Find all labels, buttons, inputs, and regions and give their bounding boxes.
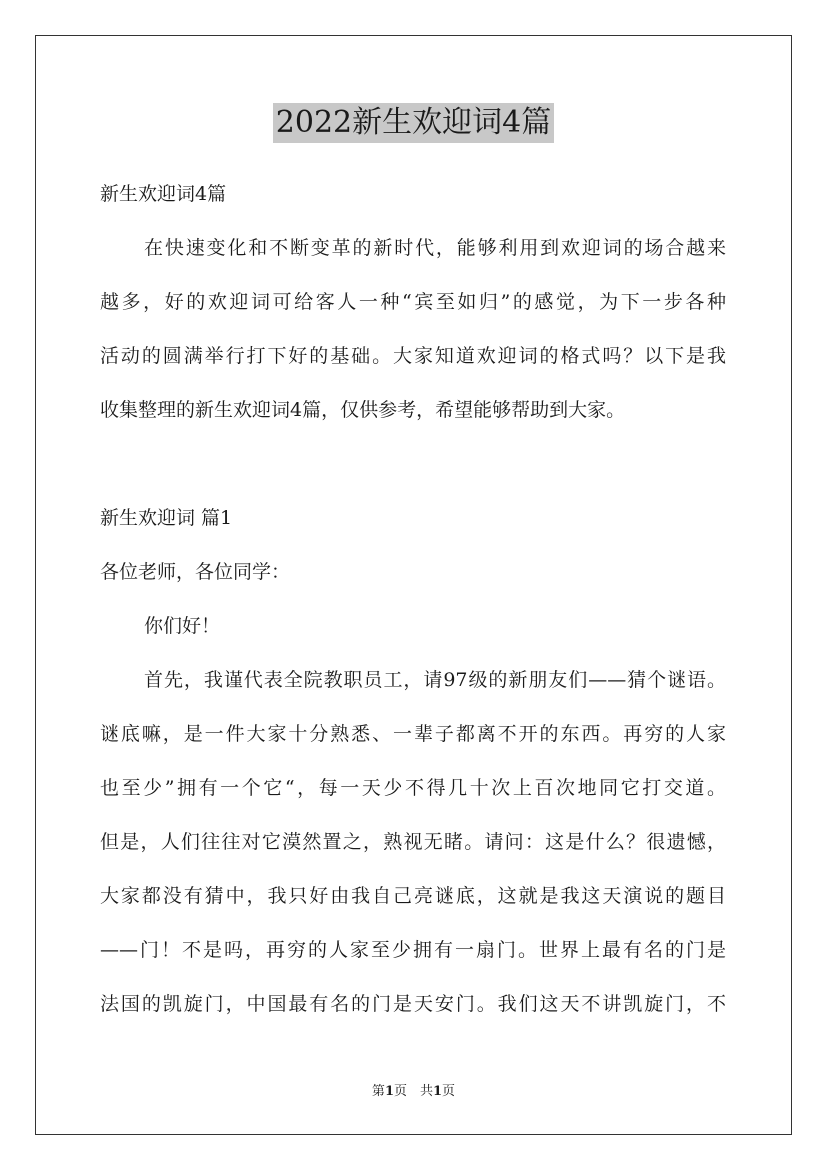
intro-line-1: 在快速变化和不断变革的新时代，能够利用到欢迎词的场合越来 [144,237,726,259]
body-line-1: 首先，我谨代表全院教职员工，请97级的新朋友们——猜个谜语。 [144,669,726,691]
body-line-3: 也至少”拥有一个它“，每一天少不得几十次上百次地同它打交道。 [100,777,726,799]
footer-suffix: 页 [442,1084,456,1099]
footer-prefix: 第 [371,1084,385,1099]
body-line-5: 大家都没有猜中，我只好由我自己亮谜底，这就是我这天演说的题目 [100,885,726,907]
footer-current-page: 1 [384,1084,394,1099]
body-line-7: 法国的凯旋门，中国最有名的门是天安门。我们这天不讲凯旋门，不 [100,993,726,1015]
intro-line-3: 活动的圆满举行打下好的基础。大家知道欢迎词的格式吗？以下是我 [100,345,726,367]
intro-line-4: 收集整理的新生欢迎词4篇，仅供参考，希望能够帮助到大家。 [100,399,626,421]
salutation: 各位老师，各位同学： [100,561,291,583]
body-line-6: ——门！不是吗，再穷的人家至少拥有一扇门。世界上最有名的门是 [100,939,726,961]
section-heading: 新生欢迎词 篇1 [100,507,233,529]
page-footer [0,1083,827,1101]
body-line-4: 但是，人们往往对它漠然置之，熟视无睹。请问：这是什么？很遗憾， [100,831,726,853]
subtitle: 新生欢迎词4篇 [100,183,227,205]
title-container [0,103,827,143]
greeting: 你们好！ [144,615,221,637]
document-title: 2022新生欢迎词4篇 [273,103,554,143]
footer-total-pages: 1 [433,1084,443,1099]
intro-line-2: 越多，好的欢迎词可给客人一种“宾至如归”的感觉，为下一步各种 [100,291,726,313]
footer-mid: 页 共 [393,1084,433,1099]
body-line-2: 谜底嘛，是一件大家十分熟悉、一辈子都离不开的东西。再穷的人家 [100,723,726,745]
